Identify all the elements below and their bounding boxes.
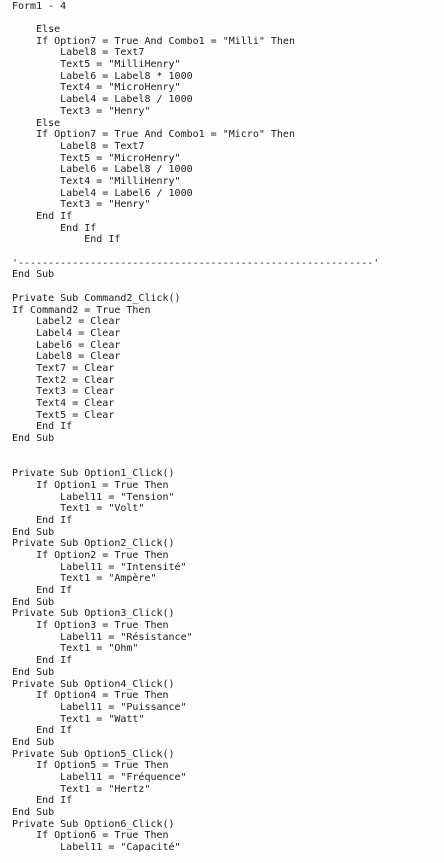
code-line: End If (12, 725, 73, 737)
code-line: Label8 = Clear (12, 351, 121, 363)
code-line: Label6 = Label8 * 1000 (12, 70, 193, 82)
code-line: End Sub (12, 666, 55, 678)
code-line: End If (12, 421, 73, 433)
code-line: If Option6 = True Then (12, 830, 169, 842)
code-line: Private Sub Option3_Click() (12, 608, 175, 620)
code-line: Text3 = "Henry" (12, 199, 151, 211)
code-line: Else (12, 24, 61, 35)
code-line: Label11 = "Capacité" (12, 842, 181, 854)
code-listing (12, 24, 379, 854)
code-line: If Option2 = True Then (12, 549, 169, 561)
code-line: End Sub (12, 736, 55, 748)
code-line: Private Sub Option2_Click() (12, 538, 175, 550)
code-line (12, 456, 379, 468)
code-line: End If (12, 795, 73, 807)
code-line: Label6 = Clear (12, 339, 121, 351)
code-line: If Option3 = True Then (12, 620, 169, 632)
code-line: End If (12, 211, 73, 222)
code-line: If Option4 = True Then (12, 690, 169, 702)
code-line: Text4 = "MicroHenry" (12, 82, 181, 94)
code-line: Label8 = Text7 (12, 47, 145, 59)
code-line: Else (12, 117, 61, 129)
code-line: Text2 = Clear (12, 374, 115, 386)
code-line: End Sub (12, 596, 55, 608)
code-line: Text1 = "Ampère" (12, 573, 157, 585)
code-line: End If (12, 234, 121, 246)
code-line: End Sub (12, 269, 55, 281)
code-line: If Option7 = True And Combo1 = "Milli" Then (12, 35, 295, 47)
code-line (12, 445, 379, 457)
code-line: Private Sub Command2_Click() (12, 292, 181, 304)
code-line: Text1 = "Ohm" (12, 643, 139, 655)
code-line: If Option7 = True And Combo1 = "Micro" Then (12, 129, 295, 141)
code-line: Text4 = "MilliHenry" (12, 175, 181, 187)
code-line: End If (12, 655, 73, 667)
code-line: Label11 = "Fréquence" (12, 772, 187, 783)
code-line: Text5 = Clear (12, 409, 115, 421)
code-line: Text1 = "Watt" (12, 713, 145, 725)
code-line: End Sub (12, 526, 55, 538)
code-line: '-----------------------------------------------------------' (12, 257, 380, 269)
code-line: End If (12, 222, 97, 234)
code-line: If Command2 = True Then (12, 304, 151, 316)
page-title: Form1 - 4 (12, 1, 67, 12)
code-line: Text4 = Clear (12, 398, 115, 409)
code-line: Label11 = "Puissance" (12, 701, 187, 713)
code-line: Private Sub Option4_Click() (12, 678, 175, 690)
code-line: End If (12, 585, 73, 596)
code-line: Private Sub Option5_Click() (12, 748, 175, 760)
code-line: Label4 = Clear (12, 327, 121, 339)
code-line: End If (12, 514, 73, 526)
code-line: If Option5 = True Then (12, 760, 169, 772)
code-line: Private Sub Option1_Click() (12, 468, 175, 480)
code-line: Label4 = Label6 / 1000 (12, 187, 193, 199)
code-line: If Option1 = True Then (12, 479, 169, 491)
code-line: Label6 = Label8 / 1000 (12, 164, 193, 176)
code-line: Text5 = "MilliHenry" (12, 59, 181, 71)
code-line: Private Sub Option6_Click() (12, 818, 175, 830)
code-line: Text1 = "Hertz" (12, 783, 151, 795)
code-line: Text7 = Clear (12, 362, 115, 374)
code-line: Label8 = Text7 (12, 140, 145, 152)
code-line: End Sub (12, 807, 55, 819)
code-line (12, 281, 379, 293)
code-line (12, 246, 379, 258)
code-line: Text3 = Clear (12, 386, 115, 398)
code-line: Label11 = "Résistance" (12, 631, 193, 643)
code-line: Label11 = "Intensité" (12, 561, 187, 573)
code-line: Text5 = "MicroHenry" (12, 152, 181, 164)
code-line: End Sub (12, 433, 55, 445)
code-line: Text3 = "Henry" (12, 105, 151, 117)
code-line: Label2 = Clear (12, 316, 121, 328)
code-line: Text1 = "Volt" (12, 503, 145, 515)
code-line: Label4 = Label8 / 1000 (12, 94, 193, 106)
code-line: Label11 = "Tension" (12, 491, 175, 503)
